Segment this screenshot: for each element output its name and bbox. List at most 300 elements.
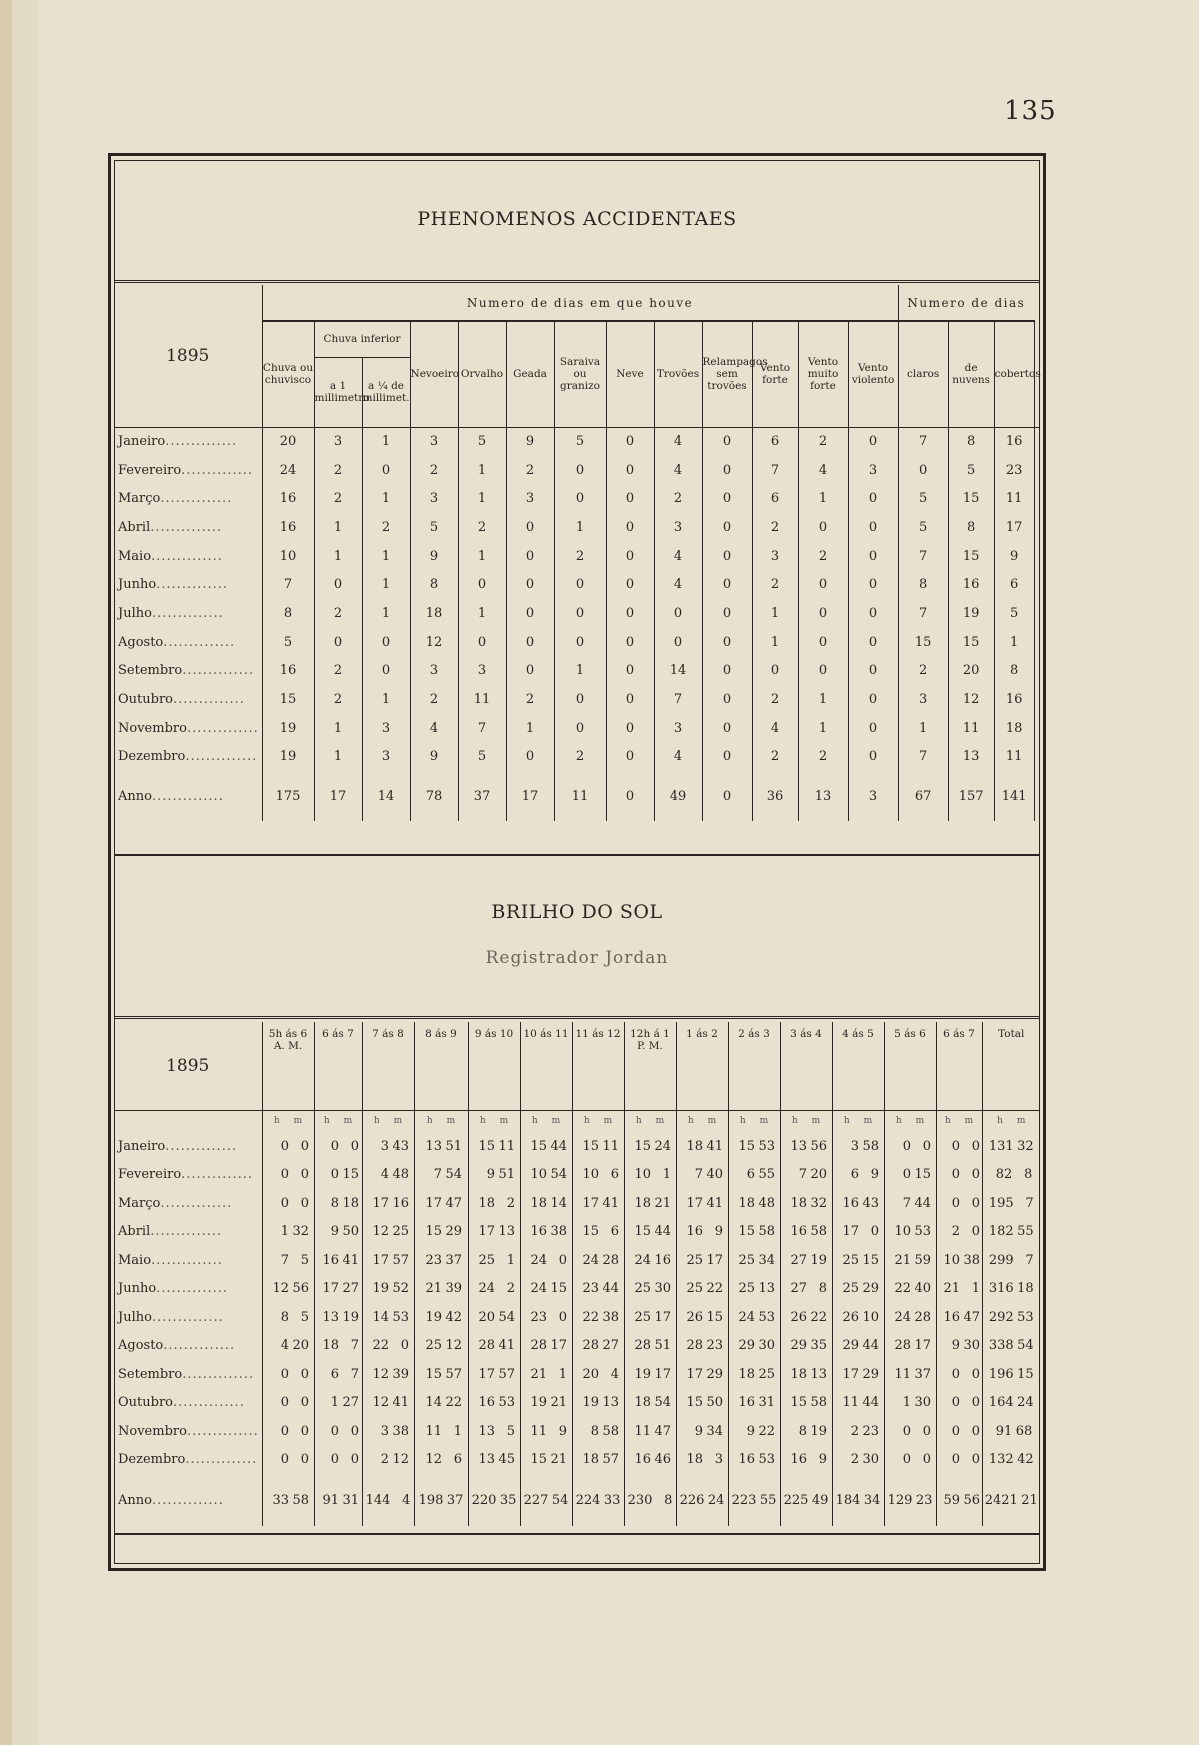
hours-value: 82 <box>995 1167 1013 1183</box>
hours-value: 0 <box>951 1452 960 1468</box>
hours-value: 11 <box>842 1395 859 1411</box>
value-cell: 0 <box>606 628 654 657</box>
hours-value: 10 <box>634 1167 651 1183</box>
hour-range-label: 4 ás 5 <box>842 1028 874 1040</box>
duration-cell <box>884 1332 936 1361</box>
duration-cell <box>520 1332 572 1361</box>
phenomena-top-rule <box>114 280 1040 283</box>
hours-value: 25 <box>686 1252 703 1268</box>
value-cell: 12 <box>948 685 994 714</box>
duration-cell <box>468 1132 520 1161</box>
minutes-value: 49 <box>811 1492 829 1508</box>
minutes-value: 18 <box>342 1195 359 1211</box>
minutes-value: 0 <box>922 1452 931 1468</box>
table-row <box>114 1161 1040 1190</box>
value-cell: 9 <box>410 542 458 571</box>
minutes-value: 30 <box>914 1395 931 1411</box>
unit-hours: h <box>687 1116 694 1127</box>
hours-value: 18 <box>634 1195 651 1211</box>
duration-cell <box>936 1161 982 1190</box>
value-cell: 0 <box>702 570 752 599</box>
minutes-value: 41 <box>498 1338 515 1354</box>
minutes-value: 44 <box>654 1224 671 1240</box>
value-cell: 7 <box>898 427 948 456</box>
duration-cell <box>572 1189 624 1218</box>
value-cell: 2 <box>752 513 798 542</box>
minutes-value: 4 <box>610 1366 619 1382</box>
duration-cell <box>624 1389 676 1418</box>
value-cell: 15 <box>262 685 314 714</box>
value-cell: 0 <box>606 513 654 542</box>
hour-column-header <box>936 1022 982 1110</box>
value-cell: 7 <box>898 743 948 772</box>
month-cell <box>114 1474 262 1526</box>
value-cell: 0 <box>702 685 752 714</box>
col-saraiva: Saraiva ou granizo <box>554 321 606 427</box>
hour-range-label: 11 ás 12 <box>575 1028 621 1040</box>
hours-value: 17 <box>478 1224 495 1240</box>
unit-minutes: m <box>915 1116 925 1127</box>
value-cell: 5 <box>898 484 948 513</box>
value-cell: 5 <box>410 513 458 542</box>
minutes-value: 6 <box>610 1167 619 1183</box>
value-cell: 1 <box>752 628 798 657</box>
hours-value: 0 <box>951 1366 960 1382</box>
month-label: Junho <box>118 1281 157 1297</box>
hours-value: 131 <box>988 1138 1014 1154</box>
value-cell: 2 <box>752 685 798 714</box>
value-cell: 0 <box>606 714 654 743</box>
minutes-value: 35 <box>499 1492 517 1508</box>
unit-hours: h <box>739 1116 746 1127</box>
leader-dots: .............. <box>156 1281 229 1297</box>
duration-cell <box>676 1246 728 1275</box>
value-cell: 1 <box>362 542 410 571</box>
value-cell: 0 <box>702 628 752 657</box>
unit-cell <box>982 1110 1040 1132</box>
minutes-value: 56 <box>292 1281 309 1297</box>
value-cell: 15 <box>948 542 994 571</box>
value-cell: 17 <box>994 513 1034 542</box>
duration-cell <box>468 1275 520 1304</box>
hours-value: 24 <box>478 1281 495 1297</box>
duration-cell <box>936 1360 982 1389</box>
value-cell: 7 <box>654 685 702 714</box>
hour-range-label: Total <box>998 1028 1025 1040</box>
duration-cell <box>676 1417 728 1446</box>
duration-cell <box>728 1275 780 1304</box>
duration-cell <box>468 1446 520 1475</box>
duration-cell <box>676 1189 728 1218</box>
duration-cell <box>468 1389 520 1418</box>
minutes-value: 39 <box>392 1366 409 1382</box>
duration-cell <box>884 1246 936 1275</box>
leader-dots: .............. <box>173 1395 245 1411</box>
hour-range-label: 5 ás 6 <box>894 1028 926 1040</box>
value-cell: 1 <box>798 714 848 743</box>
duration-cell <box>520 1446 572 1475</box>
duration-cell <box>884 1417 936 1446</box>
duration-cell <box>572 1132 624 1161</box>
value-cell: 7 <box>262 570 314 599</box>
value-cell: 18 <box>994 714 1034 743</box>
value-cell: 0 <box>702 714 752 743</box>
value-cell: 2 <box>314 456 362 485</box>
value-cell: 1 <box>798 685 848 714</box>
month-label: Fevereiro <box>118 1167 182 1183</box>
hour-column-header <box>832 1022 884 1110</box>
duration-cell <box>262 1332 314 1361</box>
hours-value: 22 <box>372 1338 389 1354</box>
value-cell: 1 <box>752 599 798 628</box>
value-cell: 4 <box>654 542 702 571</box>
hours-value: 21 <box>530 1366 547 1382</box>
hours-value: 26 <box>790 1309 807 1325</box>
unit-cell <box>624 1110 676 1132</box>
value-cell: 3 <box>898 685 948 714</box>
hours-value: 19 <box>634 1366 651 1382</box>
value-cell: 1 <box>554 657 606 686</box>
duration-cell <box>314 1161 362 1190</box>
hours-value: 2 <box>380 1452 389 1468</box>
minutes-value: 19 <box>342 1309 359 1325</box>
hours-value: 15 <box>425 1366 442 1382</box>
minutes-value: 51 <box>498 1167 515 1183</box>
minutes-value: 13 <box>602 1395 619 1411</box>
duration-cell <box>414 1161 468 1190</box>
month-cell <box>114 456 262 485</box>
minutes-value: 5 <box>506 1423 515 1439</box>
minutes-value: 0 <box>971 1452 980 1468</box>
minutes-value: 0 <box>971 1167 980 1183</box>
value-cell: 0 <box>506 513 554 542</box>
hours-value: 15 <box>738 1224 755 1240</box>
value-cell: 8 <box>994 657 1034 686</box>
unit-minutes: m <box>1016 1116 1026 1127</box>
hours-value: 227 <box>523 1492 549 1508</box>
month-label: Outubro <box>118 692 173 708</box>
table-row <box>114 743 1040 772</box>
value-cell: 1 <box>458 542 506 571</box>
duration-cell <box>624 1189 676 1218</box>
minutes-value: 19 <box>810 1423 827 1439</box>
minutes-value: 45 <box>498 1452 515 1468</box>
value-cell: 8 <box>898 570 948 599</box>
unit-minutes: m <box>707 1116 717 1127</box>
minutes-value: 54 <box>551 1492 569 1508</box>
minutes-value: 51 <box>445 1138 462 1154</box>
table-row <box>114 570 1040 599</box>
value-cell: 3 <box>506 484 554 513</box>
value-cell: 2 <box>798 427 848 456</box>
hours-value: 0 <box>902 1167 911 1183</box>
minutes-value: 54 <box>1017 1338 1034 1354</box>
page-edge <box>0 0 12 1745</box>
duration-cell <box>780 1218 832 1247</box>
month-label: Junho <box>118 577 157 593</box>
value-cell: 3 <box>314 427 362 456</box>
minutes-value: 17 <box>914 1338 931 1354</box>
unit-minutes: m <box>393 1116 403 1127</box>
value-cell: 13 <box>948 743 994 772</box>
minutes-value: 0 <box>971 1366 980 1382</box>
duration-cell <box>676 1360 728 1389</box>
hours-value: 21 <box>425 1281 442 1297</box>
value-cell: 0 <box>848 484 898 513</box>
value-cell: 5 <box>458 427 506 456</box>
duration-cell <box>728 1474 780 1526</box>
leader-dots: .............. <box>182 1366 255 1382</box>
hours-value: 26 <box>842 1309 859 1325</box>
hours-value: 7 <box>902 1195 911 1211</box>
hours-value: 9 <box>951 1338 960 1354</box>
hours-value: 0 <box>951 1395 960 1411</box>
hour-range-label: 6 ás 7 <box>943 1028 975 1040</box>
table-row <box>114 542 1040 571</box>
leader-dots: .............. <box>160 1195 233 1211</box>
minutes-value: 1 <box>662 1167 671 1183</box>
spacer-cell <box>1034 743 1040 772</box>
duration-cell <box>832 1474 884 1526</box>
duration-cell <box>262 1303 314 1332</box>
minutes-value: 2 <box>506 1195 515 1211</box>
minutes-value: 17 <box>654 1366 671 1382</box>
value-cell: 0 <box>606 771 654 821</box>
hours-value: 20 <box>478 1309 495 1325</box>
minutes-value: 29 <box>445 1224 462 1240</box>
phenomena-year-header <box>114 285 262 427</box>
value-cell: 0 <box>554 484 606 513</box>
value-cell: 2 <box>798 542 848 571</box>
value-cell: 4 <box>798 456 848 485</box>
value-cell: 0 <box>848 542 898 571</box>
hours-value: 184 <box>835 1492 861 1508</box>
duration-cell <box>362 1275 414 1304</box>
hours-value: 91 <box>995 1423 1013 1439</box>
hours-value: 11 <box>425 1423 442 1439</box>
minutes-value: 0 <box>971 1195 980 1211</box>
value-cell: 20 <box>948 657 994 686</box>
duration-cell <box>572 1332 624 1361</box>
month-cell <box>114 1161 262 1190</box>
duration-cell <box>728 1303 780 1332</box>
duration-cell <box>832 1132 884 1161</box>
minutes-value: 50 <box>342 1224 359 1240</box>
hours-value: 10 <box>943 1252 960 1268</box>
hours-value: 10 <box>582 1167 599 1183</box>
duration-cell <box>832 1332 884 1361</box>
minutes-value: 57 <box>602 1452 619 1468</box>
unit-hours: h <box>791 1116 798 1127</box>
duration-cell <box>468 1189 520 1218</box>
duration-cell <box>468 1161 520 1190</box>
month-label: Janeiro <box>118 1138 166 1154</box>
hours-value: 4 <box>380 1167 389 1183</box>
value-cell: 0 <box>798 628 848 657</box>
hours-value: 8 <box>798 1423 807 1439</box>
value-cell: 0 <box>506 542 554 571</box>
value-cell: 49 <box>654 771 702 821</box>
duration-cell <box>314 1218 362 1247</box>
hours-value: 15 <box>478 1138 495 1154</box>
value-cell: 2 <box>314 484 362 513</box>
duration-cell <box>572 1474 624 1526</box>
value-cell: 2 <box>752 743 798 772</box>
minutes-value: 9 <box>818 1452 827 1468</box>
duration-cell <box>884 1360 936 1389</box>
value-cell: 1 <box>362 599 410 628</box>
duration-cell <box>262 1218 314 1247</box>
value-cell: 141 <box>994 771 1034 821</box>
hours-value: 18 <box>790 1366 807 1382</box>
hours-value: 13 <box>322 1309 339 1325</box>
hours-value: 0 <box>951 1167 960 1183</box>
unit-hours: h <box>531 1116 538 1127</box>
duration-cell <box>624 1417 676 1446</box>
hours-value: 28 <box>478 1338 495 1354</box>
value-cell: 0 <box>798 599 848 628</box>
minutes-value: 32 <box>292 1224 309 1240</box>
value-cell: 2 <box>898 657 948 686</box>
hours-value: 6 <box>746 1167 755 1183</box>
phenomena-year: 1895 <box>166 345 210 366</box>
minutes-value: 54 <box>445 1167 462 1183</box>
unit-hours: h <box>583 1116 590 1127</box>
hours-value: 338 <box>988 1338 1014 1354</box>
minutes-value: 1 <box>971 1281 980 1297</box>
value-cell: 0 <box>702 513 752 542</box>
duration-cell <box>982 1303 1040 1332</box>
value-cell: 15 <box>898 628 948 657</box>
value-cell: 0 <box>798 657 848 686</box>
month-cell <box>114 1218 262 1247</box>
value-cell: 3 <box>654 714 702 743</box>
duration-cell <box>314 1303 362 1332</box>
spacer-cell <box>1034 484 1040 513</box>
month-cell <box>114 1360 262 1389</box>
sunshine-table <box>114 1022 1040 1526</box>
minutes-value: 13 <box>758 1281 775 1297</box>
minutes-value: 53 <box>758 1309 775 1325</box>
value-cell: 1 <box>314 513 362 542</box>
unit-minutes: m <box>964 1116 974 1127</box>
minutes-value: 43 <box>392 1138 409 1154</box>
table-row <box>114 1303 1040 1332</box>
leader-dots: .............. <box>185 1452 258 1468</box>
duration-cell <box>728 1218 780 1247</box>
value-cell: 0 <box>506 628 554 657</box>
minutes-value: 16 <box>654 1252 671 1268</box>
duration-cell <box>262 1246 314 1275</box>
minutes-value: 59 <box>914 1252 931 1268</box>
minutes-value: 29 <box>862 1366 879 1382</box>
minutes-value: 46 <box>654 1452 671 1468</box>
duration-cell <box>572 1360 624 1389</box>
duration-cell <box>832 1446 884 1475</box>
hours-value: 23 <box>425 1252 442 1268</box>
table-row <box>114 1246 1040 1275</box>
unit-cell <box>936 1110 982 1132</box>
hours-value: 26 <box>686 1309 703 1325</box>
value-cell: 17 <box>314 771 362 821</box>
value-cell: 0 <box>554 685 606 714</box>
duration-cell <box>362 1332 414 1361</box>
minutes-value: 23 <box>706 1338 723 1354</box>
month-label: Maio <box>118 548 152 564</box>
minutes-value: 53 <box>1017 1309 1034 1325</box>
table-row <box>114 513 1040 542</box>
duration-cell <box>624 1246 676 1275</box>
value-cell: 17 <box>506 771 554 821</box>
hours-value: 18 <box>738 1366 755 1382</box>
minutes-value: 30 <box>758 1338 775 1354</box>
duration-cell <box>780 1332 832 1361</box>
unit-hours: h <box>997 1116 1003 1127</box>
col-de-nuvens: de nuvens <box>948 321 994 427</box>
minutes-value: 0 <box>300 1423 309 1439</box>
value-cell: 1 <box>314 743 362 772</box>
hours-value: 129 <box>887 1492 913 1508</box>
table-row <box>114 685 1040 714</box>
unit-cell <box>572 1110 624 1132</box>
spacer-cell <box>1034 657 1040 686</box>
leader-dots: .............. <box>151 788 224 804</box>
hours-value: 19 <box>582 1395 599 1411</box>
minutes-value: 0 <box>350 1423 359 1439</box>
value-cell: 2 <box>314 599 362 628</box>
month-label: Novembro <box>118 1423 187 1439</box>
hours-value: 13 <box>478 1452 495 1468</box>
duration-cell <box>832 1161 884 1190</box>
duration-cell <box>936 1332 982 1361</box>
duration-cell <box>572 1246 624 1275</box>
hours-value: 25 <box>842 1252 859 1268</box>
minutes-value: 68 <box>1015 1423 1033 1439</box>
hours-value: 164 <box>988 1395 1014 1411</box>
hour-range-label: 3 ás 4 <box>790 1028 822 1040</box>
value-cell: 15 <box>948 628 994 657</box>
phenomena-title: PHENOMENOS ACCIDENTAES <box>417 208 737 230</box>
minutes-value: 34 <box>863 1492 881 1508</box>
hours-value: 28 <box>686 1338 703 1354</box>
minutes-value: 22 <box>706 1281 723 1297</box>
duration-cell <box>362 1389 414 1418</box>
hours-value: 24 <box>582 1252 599 1268</box>
minutes-value: 17 <box>550 1338 567 1354</box>
hours-value: 16 <box>943 1309 960 1325</box>
duration-cell <box>362 1218 414 1247</box>
minutes-value: 0 <box>971 1423 980 1439</box>
leader-dots: .............. <box>182 663 255 679</box>
hours-value: 7 <box>433 1167 442 1183</box>
duration-cell <box>520 1275 572 1304</box>
value-cell: 5 <box>458 743 506 772</box>
value-cell: 11 <box>554 771 606 821</box>
value-cell: 11 <box>458 685 506 714</box>
value-cell: 157 <box>948 771 994 821</box>
minutes-value: 30 <box>862 1452 879 1468</box>
hours-value: 18 <box>686 1452 703 1468</box>
value-cell: 0 <box>362 456 410 485</box>
hour-column-header <box>414 1022 468 1110</box>
duration-cell <box>468 1303 520 1332</box>
minutes-value: 12 <box>445 1338 462 1354</box>
duration-cell <box>884 1189 936 1218</box>
unit-hours: h <box>944 1116 951 1127</box>
hours-value: 10 <box>894 1224 911 1240</box>
leader-dots: .............. <box>151 1492 224 1508</box>
duration-cell <box>572 1417 624 1446</box>
